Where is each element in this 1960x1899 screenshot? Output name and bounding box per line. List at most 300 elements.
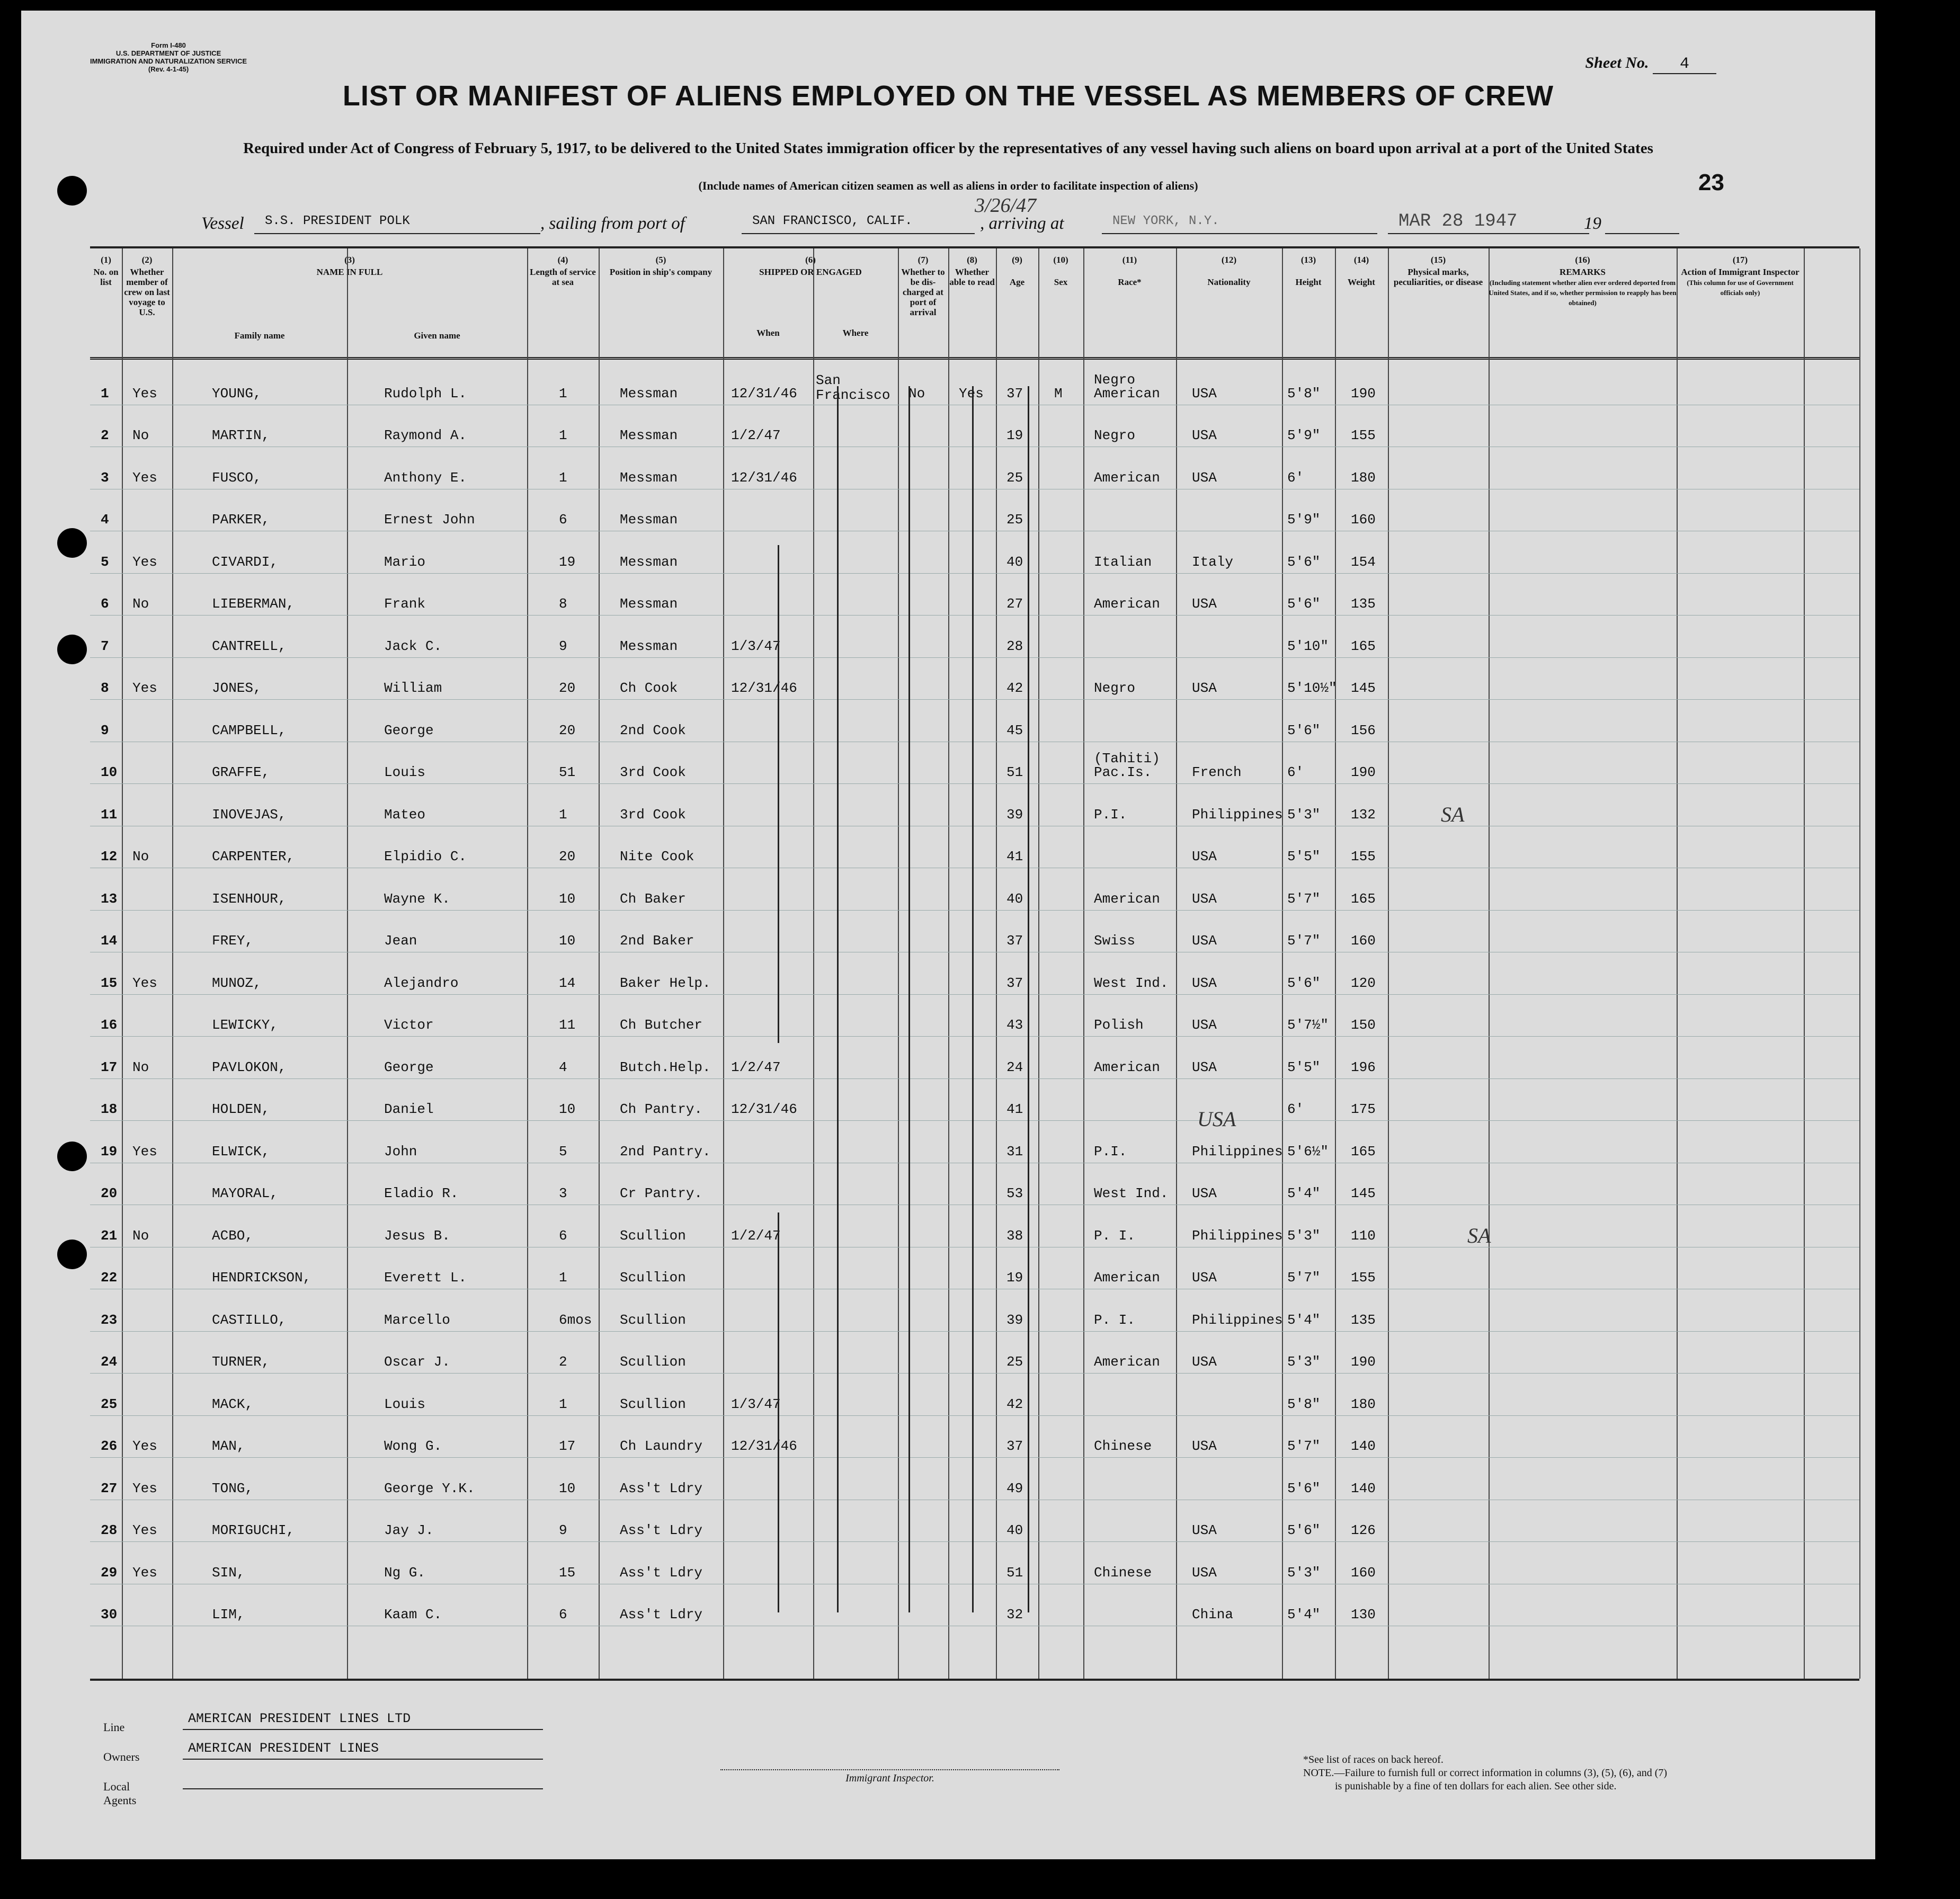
service-length: 6 — [559, 512, 567, 528]
row-rule — [90, 1331, 1859, 1332]
service-length: 10 — [559, 1101, 576, 1117]
age: 28 — [1006, 638, 1023, 654]
family-name: LEWICKY, — [212, 1017, 278, 1033]
given-name: Louis — [384, 1396, 426, 1412]
height: 5'5" — [1287, 1059, 1321, 1075]
age: 40 — [1006, 890, 1023, 907]
header-where: Where — [842, 328, 869, 338]
prev-voyage: No — [132, 849, 149, 864]
row-rule — [90, 699, 1859, 700]
position: Messman — [620, 638, 678, 654]
weight: 196 — [1351, 1059, 1376, 1075]
position: Messman — [620, 596, 678, 612]
row-rule — [90, 573, 1859, 574]
age: 42 — [1006, 1396, 1023, 1412]
row-number: 17 — [101, 1059, 118, 1075]
height: 5'6" — [1287, 596, 1321, 612]
height: 5'6" — [1287, 975, 1321, 991]
column-divider — [1038, 248, 1039, 1679]
family-name: HOLDEN, — [212, 1101, 270, 1117]
nationality: Philippines — [1192, 806, 1283, 823]
year-prefix: 19 — [1584, 214, 1601, 233]
header-given-name: Given name — [414, 331, 460, 341]
weight: 156 — [1351, 722, 1376, 738]
family-name: MAYORAL, — [212, 1185, 278, 1201]
row-rule — [90, 657, 1859, 658]
header-col-11: (11) Race* — [1118, 255, 1142, 287]
row-number: 10 — [101, 764, 118, 780]
header-col-16: (16) REMARKS (Including statement whether alien ever ordered deported from United States, and if so, whether permission to reapply has been obtained) — [1489, 255, 1677, 307]
nationality: Philippines — [1192, 1312, 1283, 1328]
nationality: USA — [1192, 849, 1217, 864]
age: 24 — [1006, 1059, 1023, 1075]
nationality: USA — [1192, 890, 1217, 907]
race: West Ind. — [1094, 975, 1169, 991]
weight: 160 — [1351, 512, 1376, 528]
race: Negro — [1094, 680, 1136, 696]
age: 19 — [1006, 427, 1023, 443]
column-divider — [813, 248, 814, 1679]
department-name: U.S. DEPARTMENT OF JUSTICE — [115, 49, 221, 57]
family-name: CAMPBELL, — [212, 722, 287, 738]
family-name: YOUNG, — [212, 385, 262, 402]
given-name: Mario — [384, 554, 426, 570]
column-divider — [1282, 248, 1283, 1679]
row-rule — [90, 783, 1859, 784]
position: 2nd Baker — [620, 933, 694, 949]
weight: 165 — [1351, 638, 1376, 654]
line-value: AMERICAN PRESIDENT LINES LTD — [183, 1711, 543, 1730]
race: P. I. — [1094, 1312, 1136, 1328]
weight: 190 — [1351, 764, 1376, 780]
given-name: Jean — [384, 933, 417, 949]
form-identifier — [90, 41, 247, 73]
column-divider — [1335, 248, 1336, 1679]
height: 5'7" — [1287, 1270, 1321, 1286]
row-number: 28 — [101, 1522, 118, 1538]
inspector-signature-line: Immigrant Inspector. — [720, 1769, 1059, 1785]
given-name: Louis — [384, 764, 426, 780]
age: 19 — [1006, 1270, 1023, 1286]
column-divider — [1677, 248, 1678, 1679]
row-rule — [90, 1078, 1859, 1079]
service-length: 6mos — [559, 1312, 592, 1328]
column-divider — [1083, 248, 1084, 1679]
row-number: 9 — [101, 722, 109, 738]
race: American — [1094, 890, 1160, 907]
weight: 154 — [1351, 554, 1376, 570]
given-name: Ng G. — [384, 1564, 426, 1581]
column-divider — [122, 248, 123, 1679]
weight: 155 — [1351, 1270, 1376, 1286]
family-name: PAVLOKON, — [212, 1059, 287, 1075]
vessel-name-field: S.S. PRESIDENT POLK — [254, 212, 540, 234]
row-number: 30 — [101, 1607, 118, 1622]
service-length: 9 — [559, 1522, 567, 1538]
shipped-when: 12/31/46 — [731, 1101, 797, 1117]
height: 5'4" — [1287, 1607, 1321, 1622]
given-name: Marcello — [384, 1312, 450, 1328]
weight: 135 — [1351, 596, 1376, 612]
position: 2nd Pantry. — [620, 1143, 711, 1160]
row-number: 4 — [101, 512, 109, 528]
header-divider — [90, 357, 1859, 360]
height: 5'5" — [1287, 849, 1321, 864]
row-rule — [90, 615, 1859, 616]
prev-voyage: Yes — [132, 1564, 157, 1581]
weight: 190 — [1351, 385, 1376, 402]
given-name: Eladio R. — [384, 1185, 459, 1201]
prev-voyage: Yes — [132, 680, 157, 696]
row-rule — [90, 1415, 1859, 1416]
agents-label: Local Agents — [103, 1780, 137, 1807]
weight: 140 — [1351, 1480, 1376, 1496]
age: 25 — [1006, 1354, 1023, 1370]
family-name: CANTRELL, — [212, 638, 287, 654]
arriving-label: , arriving at — [980, 214, 1064, 233]
row-rule — [90, 1120, 1859, 1121]
nationality: USA — [1192, 1438, 1217, 1454]
vessel-label: Vessel — [201, 214, 244, 233]
height: 5'4" — [1287, 1312, 1321, 1328]
position: Messman — [620, 512, 678, 528]
shipped-when: 1/2/47 — [731, 427, 781, 443]
prev-voyage: Yes — [132, 385, 157, 402]
punch-hole — [57, 1142, 87, 1171]
row-number: 2 — [101, 427, 109, 443]
age: 39 — [1006, 1312, 1023, 1328]
position: Scullion — [620, 1354, 686, 1370]
document-subtitle: Required under Act of Congress of February 5, 1917, to be delivered to the United States immigration officer by the representatives of any vessel having such aliens on board upon arrival at a port of the United States — [243, 140, 1653, 157]
position: Messman — [620, 385, 678, 402]
position: 3rd Cook — [620, 764, 686, 780]
family-name: SIN, — [212, 1564, 245, 1581]
weight: 160 — [1351, 933, 1376, 949]
family-name: ACBO, — [212, 1227, 254, 1244]
column-divider — [1859, 248, 1860, 1679]
weight: 135 — [1351, 1312, 1376, 1328]
column-divider — [599, 248, 600, 1679]
prev-voyage: No — [132, 1227, 149, 1244]
weight: 150 — [1351, 1017, 1376, 1033]
race: Polish — [1094, 1017, 1144, 1033]
age: 37 — [1006, 933, 1023, 949]
prev-voyage: No — [132, 596, 149, 612]
race: Chinese — [1094, 1564, 1152, 1581]
race: American — [1094, 1270, 1160, 1286]
position: 2nd Cook — [620, 722, 686, 738]
form-number: Form I-480 — [151, 41, 186, 49]
column-divider — [347, 248, 348, 1679]
nationality: USA — [1192, 975, 1217, 991]
service-length: 9 — [559, 638, 567, 654]
given-name: Jack C. — [384, 638, 442, 654]
service-length: 1 — [559, 427, 567, 443]
service-length: 1 — [559, 385, 567, 402]
service-length: 10 — [559, 1480, 576, 1496]
shipped-when: 1/3/47 — [731, 1396, 781, 1412]
header-col-1: (1) No. on list — [93, 255, 119, 287]
family-name: MACK, — [212, 1396, 254, 1412]
ditto-mark — [972, 386, 974, 1612]
owners-value: AMERICAN PRESIDENT LINES — [183, 1741, 543, 1760]
given-name: Jesus B. — [384, 1227, 450, 1244]
weight: 180 — [1351, 1396, 1376, 1412]
age: 37 — [1006, 385, 1023, 402]
header-family-name: Family name — [234, 331, 285, 341]
nationality: Philippines — [1192, 1227, 1283, 1244]
nationality: USA — [1192, 1185, 1217, 1201]
header-col-3: (3) NAME IN FULL — [316, 255, 383, 277]
document-title: LIST OR MANIFEST OF ALIENS EMPLOYED ON THE VESSEL AS MEMBERS OF CREW — [342, 80, 1554, 112]
given-name: Ernest John — [384, 512, 475, 528]
weight: 155 — [1351, 427, 1376, 443]
position: Scullion — [620, 1227, 686, 1244]
age: 31 — [1006, 1143, 1023, 1160]
race: Negro American — [1094, 371, 1160, 402]
sheet-number-label: Sheet No. — [1585, 54, 1649, 72]
footnotes — [1303, 1753, 1667, 1793]
handwritten-date: 3/26/47 — [975, 194, 1037, 217]
family-name: CARPENTER, — [212, 849, 295, 864]
race: Italian — [1094, 554, 1152, 570]
header-col-5: (5) Position in ship's company — [609, 255, 712, 277]
race: American — [1094, 596, 1160, 612]
column-divider — [1804, 248, 1805, 1679]
row-number: 23 — [101, 1312, 118, 1328]
height: 5'10" — [1287, 638, 1329, 654]
punch-hole — [57, 635, 87, 664]
column-divider — [996, 248, 997, 1679]
service-length: 20 — [559, 722, 576, 738]
row-rule — [90, 910, 1859, 911]
weight: 110 — [1351, 1227, 1376, 1244]
given-name: Oscar J. — [384, 1354, 450, 1370]
age: 41 — [1006, 849, 1023, 864]
weight: 140 — [1351, 1438, 1376, 1454]
position: Ch Butcher — [620, 1017, 703, 1033]
height: 5'10½" — [1287, 680, 1337, 696]
service-length: 5 — [559, 1143, 567, 1160]
given-name: George — [384, 1059, 434, 1075]
year-field — [1605, 212, 1679, 234]
age: 38 — [1006, 1227, 1023, 1244]
age: 25 — [1006, 469, 1023, 486]
given-name: Mateo — [384, 806, 426, 823]
race: (Tahiti) Pac.Is. — [1094, 751, 1160, 780]
race: American — [1094, 469, 1160, 486]
position: Ch Pantry. — [620, 1101, 703, 1117]
row-number: 21 — [101, 1227, 118, 1244]
weight: 160 — [1351, 1564, 1376, 1581]
nationality: French — [1192, 764, 1242, 780]
weight: 180 — [1351, 469, 1376, 486]
age: 37 — [1006, 1438, 1023, 1454]
position: Nite Cook — [620, 849, 694, 864]
agents-value — [183, 1770, 543, 1789]
arrival-port-field: NEW YORK, N.Y. — [1102, 212, 1377, 234]
ditto-mark — [778, 545, 779, 1043]
position: Butch.Help. — [620, 1059, 711, 1075]
header-col-2: (2) Whether member of crew on last voyage to U.S. — [124, 255, 170, 317]
race: Chinese — [1094, 1438, 1152, 1454]
position: Scullion — [620, 1396, 686, 1412]
row-number: 26 — [101, 1438, 118, 1454]
header-when: When — [756, 328, 780, 338]
family-name: JONES, — [212, 680, 262, 696]
sex: M — [1054, 385, 1063, 402]
family-name: MARTIN, — [212, 427, 270, 443]
given-name: George — [384, 722, 434, 738]
shipped-when: 12/31/46 — [731, 680, 797, 696]
service-length: 6 — [559, 1227, 567, 1244]
row-number: 5 — [101, 554, 109, 570]
given-name: Raymond A. — [384, 427, 467, 443]
prev-voyage: Yes — [132, 1143, 157, 1160]
shipped-when: 1/2/47 — [731, 1227, 781, 1244]
row-number: 29 — [101, 1564, 118, 1581]
age: 53 — [1006, 1185, 1023, 1201]
service-length: 15 — [559, 1564, 576, 1581]
row-number: 12 — [101, 849, 118, 864]
weight: 145 — [1351, 680, 1376, 696]
height: 5'3" — [1287, 1227, 1321, 1244]
crew-table — [90, 246, 1859, 1681]
row-number: 25 — [101, 1396, 118, 1412]
row-rule — [90, 994, 1859, 995]
service-length: 4 — [559, 1059, 567, 1075]
column-divider — [172, 248, 173, 1679]
row-number: 16 — [101, 1017, 118, 1033]
service-length: 11 — [559, 1017, 576, 1033]
punch-hole — [57, 1240, 87, 1269]
column-divider — [723, 248, 724, 1679]
row-number: 18 — [101, 1101, 118, 1117]
weight: 165 — [1351, 1143, 1376, 1160]
position: Ass't Ldry — [620, 1522, 703, 1538]
header-col-17: (17) Action of Immigrant Inspector (This column for use of Government officials only) — [1681, 255, 1799, 297]
header-col-14: (14) Weight — [1348, 255, 1375, 287]
service-length: 14 — [559, 975, 576, 991]
row-number: 27 — [101, 1480, 118, 1496]
weight: 130 — [1351, 1607, 1376, 1622]
age: 40 — [1006, 554, 1023, 570]
header-col-7: (7) Whether to be dis-charged at port of arrival — [901, 255, 945, 317]
family-name: TURNER, — [212, 1354, 270, 1370]
manifest-sheet — [21, 11, 1875, 1859]
header-col-6: (6) SHIPPED OR ENGAGED — [759, 255, 862, 277]
header-col-10: (10) Sex — [1053, 255, 1068, 287]
ditto-mark — [837, 386, 839, 1612]
footnote-penalty: NOTE.—Failure to furnish full or correct information in columns (3), (5), (6), and (7) — [1303, 1767, 1668, 1779]
service-length: 1 — [559, 806, 567, 823]
given-name: Kaam C. — [384, 1607, 442, 1622]
nationality: USA — [1192, 1354, 1217, 1370]
position: Scullion — [620, 1312, 686, 1328]
service-length: 10 — [559, 890, 576, 907]
sailing-port-field: SAN FRANCISCO, CALIF. — [742, 212, 975, 234]
service-name: IMMIGRATION AND NATURALIZATION SERVICE — [90, 57, 247, 65]
height: 5'6" — [1287, 1480, 1321, 1496]
family-name: MUNOZ, — [212, 975, 262, 991]
column-divider — [1176, 248, 1177, 1679]
race: American — [1094, 1354, 1160, 1370]
row-rule — [90, 1036, 1859, 1037]
given-name: Victor — [384, 1017, 434, 1033]
position: 3rd Cook — [620, 806, 686, 823]
row-rule — [90, 1373, 1859, 1374]
position: Messman — [620, 427, 678, 443]
height: 5'6" — [1287, 722, 1321, 738]
weight: 175 — [1351, 1101, 1376, 1117]
service-length: 10 — [559, 933, 576, 949]
age: 49 — [1006, 1480, 1023, 1496]
nationality: USA — [1192, 596, 1217, 612]
given-name: Wong G. — [384, 1438, 442, 1454]
sailing-label: , sailing from port of — [540, 214, 685, 233]
weight: 190 — [1351, 1354, 1376, 1370]
service-length: 1 — [559, 469, 567, 486]
ditto-mark — [908, 386, 910, 1612]
prev-voyage: Yes — [132, 554, 157, 570]
row-number: 11 — [101, 806, 118, 823]
shipped-when: 1/2/47 — [731, 1059, 781, 1075]
family-name: PARKER, — [212, 512, 270, 528]
footnote-races: *See list of races on back hereof. — [1303, 1754, 1444, 1766]
height: 5'7" — [1287, 890, 1321, 907]
nationality: USA — [1192, 1564, 1217, 1581]
weight: 120 — [1351, 975, 1376, 991]
service-length: 6 — [559, 1607, 567, 1622]
line-label: Line — [103, 1720, 125, 1734]
race: Negro — [1094, 427, 1136, 443]
position: Scullion — [620, 1270, 686, 1286]
row-number: 20 — [101, 1185, 118, 1201]
document-subnote: (Include names of American citizen seamen as well as aliens in order to facilitate inspection of aliens) — [698, 179, 1198, 192]
nationality: USA — [1192, 1270, 1217, 1286]
family-name: ELWICK, — [212, 1143, 270, 1160]
given-name: Rudolph L. — [384, 385, 467, 402]
height: 5'6½" — [1287, 1143, 1329, 1160]
family-name: GRAFFE, — [212, 764, 270, 780]
position: Ch Baker — [620, 890, 686, 907]
punch-hole — [57, 528, 87, 558]
header-col-12: (12) Nationality — [1207, 255, 1251, 287]
given-name: Daniel — [384, 1101, 434, 1117]
prev-voyage: No — [132, 1059, 149, 1075]
handwritten-mark: SA — [1467, 1224, 1491, 1247]
column-divider — [898, 248, 899, 1679]
nationality: China — [1192, 1607, 1234, 1622]
nationality: USA — [1192, 1059, 1217, 1075]
given-name: William — [384, 680, 442, 696]
row-number: 24 — [101, 1354, 118, 1370]
given-name: Anthony E. — [384, 469, 467, 486]
vessel-info-line — [201, 194, 1711, 238]
owners-label: Owners — [103, 1750, 140, 1763]
weight: 145 — [1351, 1185, 1376, 1201]
column-divider — [948, 248, 949, 1679]
height: 5'9" — [1287, 512, 1321, 528]
revision-date: (Rev. 4-1-45) — [148, 65, 189, 73]
discharged: No — [908, 385, 925, 402]
position: Messman — [620, 469, 678, 486]
nationality: USA — [1192, 385, 1217, 402]
age: 40 — [1006, 1522, 1023, 1538]
arrival-date-stamp: MAR 28 1947 — [1388, 212, 1589, 234]
service-length: 20 — [559, 849, 576, 864]
prev-voyage: Yes — [132, 469, 157, 486]
